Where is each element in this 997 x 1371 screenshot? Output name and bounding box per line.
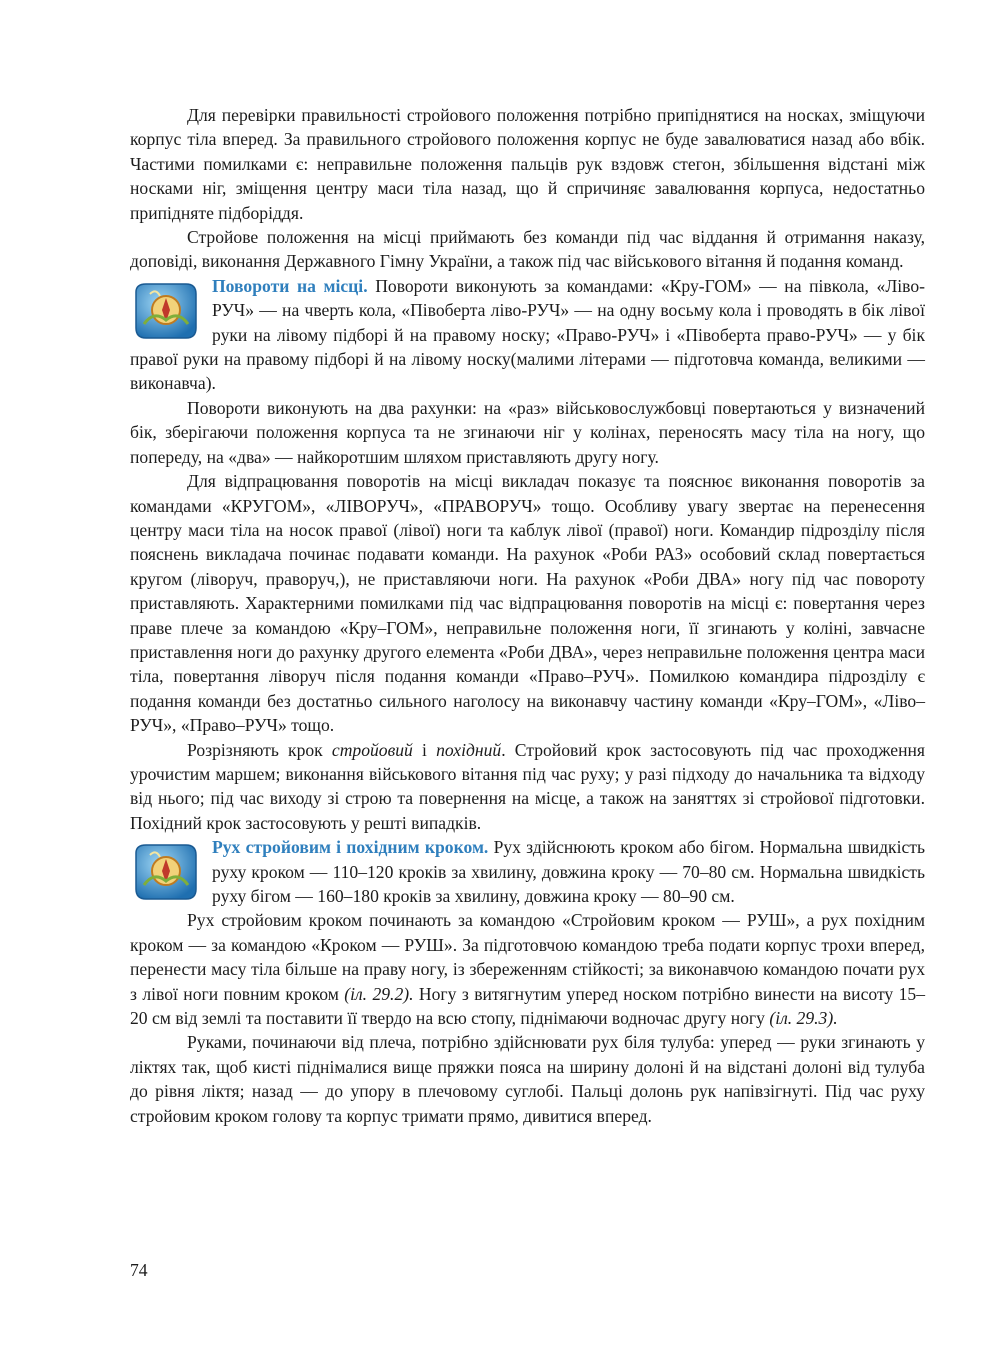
- page-number: 74: [130, 1260, 148, 1280]
- section-marching-text: Рух здійснюють кроком або бігом. Нормальна швидкість руху кроком — 110–120 кроків за хвилину, довжина кроку — 70–80 см. Нормальна швидкість руху бігом — 160–180 кроків за хвилину, довжина кроку — 80–90 см.: [212, 837, 926, 906]
- page-content: [130, 103, 925, 1128]
- section-turns: [130, 274, 925, 396]
- section-marker-icon: [130, 841, 200, 903]
- p5-text-c: . Стройовий крок застосовують під час проходження урочистим маршем; виконання військового вітання під час руху; у разі підходу до начальника та відходу від нього; під час виходу зі строю та повернення на місце, а також на заняттях зі стройової підготовки. Похідний крок застосовують у решті випадків.: [130, 739, 925, 833]
- paragraph-2: Стройове положення на місці приймають без команди під час віддання й отримання наказу, доповіді, виконання Державного Гімну України, а також під час військового вітання й подання команд.: [130, 227, 925, 272]
- section-turns-heading: Повороти на місці.: [212, 275, 368, 296]
- p5-text-a: Розрізняють крок: [187, 739, 332, 760]
- paragraph-5: [130, 738, 925, 836]
- p6-text-a: Рух стройовим кроком починають за командою «Стройовим кроком — РУШ», а рух похідним кроком — за командою «Кроком — РУШ». За підготовчою командою треба подати корпус трохи вперед, перенести масу тіла більше на праву ногу, із збереженням стійкості; за виконавчою командою почати рух з лівої ноги повним кроком: [130, 910, 925, 1004]
- section-marching: [130, 835, 925, 908]
- paragraph-4: Для відпрацювання поворотів на місці викладач показує та пояснює виконання поворотів за командами «КРУГОМ», «ЛІВОРУЧ», «ПРАВОРУЧ» тощо. Особливу увагу звертає на перенесення центру маси тіла на носок правої (лівої) ноги та каблук лівої (правої) ноги. Командир підрозділу після пояснень викладача починає подавати команди. На рахунок «Роби РАЗ» особовий склад повертається кругом (ліворуч, праворуч,), не приставляючи ноги. На рахунок «Роби ДВА» ногу під час повороту приставляють. Характерними помилками під час відпрацювання поворотів на місці є: повертання через праве плече за командою «Кру–ГОМ», неправильне положення ноги, її згинають у коліні, завчасне приставлення ноги до рахунку другого елемента «Роби ДВА», через неправильне положення центра маси тіла, повертання ліворуч після подання команди «Право–РУЧ». Помилкою командира підрозділу є подання команди без достатньо сильного наголосу на виконавчу частину команди «Кру–ГОМ», «Ліво–РУЧ», «Право–РУЧ» тощо.: [130, 471, 925, 736]
- paragraph-7: Руками, починаючи від плеча, потрібно здійснювати рух біля тулуба: уперед — руки згинають у ліктях так, щоб кисті піднімалися вище пряжки пояса на ширину долоні й на відстані долоні від тулуба до рівня ліктя; назад — до упору в плечовому суглобі. Пальці долонь рук напівзігнуті. Під час руху стройовим кроком голову та корпус тримати прямо, дивитися вперед.: [130, 1032, 925, 1126]
- paragraph-6: [130, 908, 925, 1030]
- section-turns-text: Повороти виконують за командами: «Кру-ГОМ» — на півкола, «Ліво-РУЧ» — на чверть кола, «Півоберта ліво-РУЧ» — на одну восьму кола і проводять в бік лівої руки на лівому підборі й на правому носку; «Право-РУЧ» і «Півоберта право-РУЧ» — у бік правої руки на правому підборі й на лівому носку(малими літерами — підготовча команда, великими — виконавча).: [130, 275, 925, 394]
- term-pokhidnyi: похідний: [436, 739, 502, 760]
- p6-text-b: Ногу з витягнутим уперед носком потрібно винести на висоту 15–20 см від землі та поставити її твердо на всю стопу, піднімаючи водночас другу ногу: [130, 983, 926, 1029]
- figure-ref-29-3: (іл. 29.3).: [769, 1008, 838, 1029]
- figure-ref-29-2: (іл. 29.2).: [344, 983, 414, 1004]
- p5-text-b: і: [412, 739, 437, 760]
- section-marker-icon: [130, 280, 200, 342]
- paragraph-3: Повороти виконують на два рахунки: на «раз» військовослужбовці повертаються у визначений бік, зберігаючи положення корпуса та не згинаючи ніг у колінах, переносять масу тіла на ногу, що попереду, на «два» — найкоротшим шляхом приставляють другу ногу.: [130, 397, 925, 467]
- paragraph-1: Для перевірки правильності стройового положення потрібно припіднятися на носках, зміщуючи корпус тіла вперед. За правильного стройового положення корпус не буде завалюватися назад або вбік. Частими помилками є: неправильне положення пальців рук вздовж стегон, збільшення відстані між носками ніг, зміщення центру маси тіла назад, що й спричиняє завалювання корпуса, недостатньо припідняте підборіддя.: [130, 105, 925, 223]
- section-marching-heading: Рух стройовим і похідним кроком.: [212, 837, 489, 858]
- term-stroyovyi: стройовий: [331, 739, 413, 760]
